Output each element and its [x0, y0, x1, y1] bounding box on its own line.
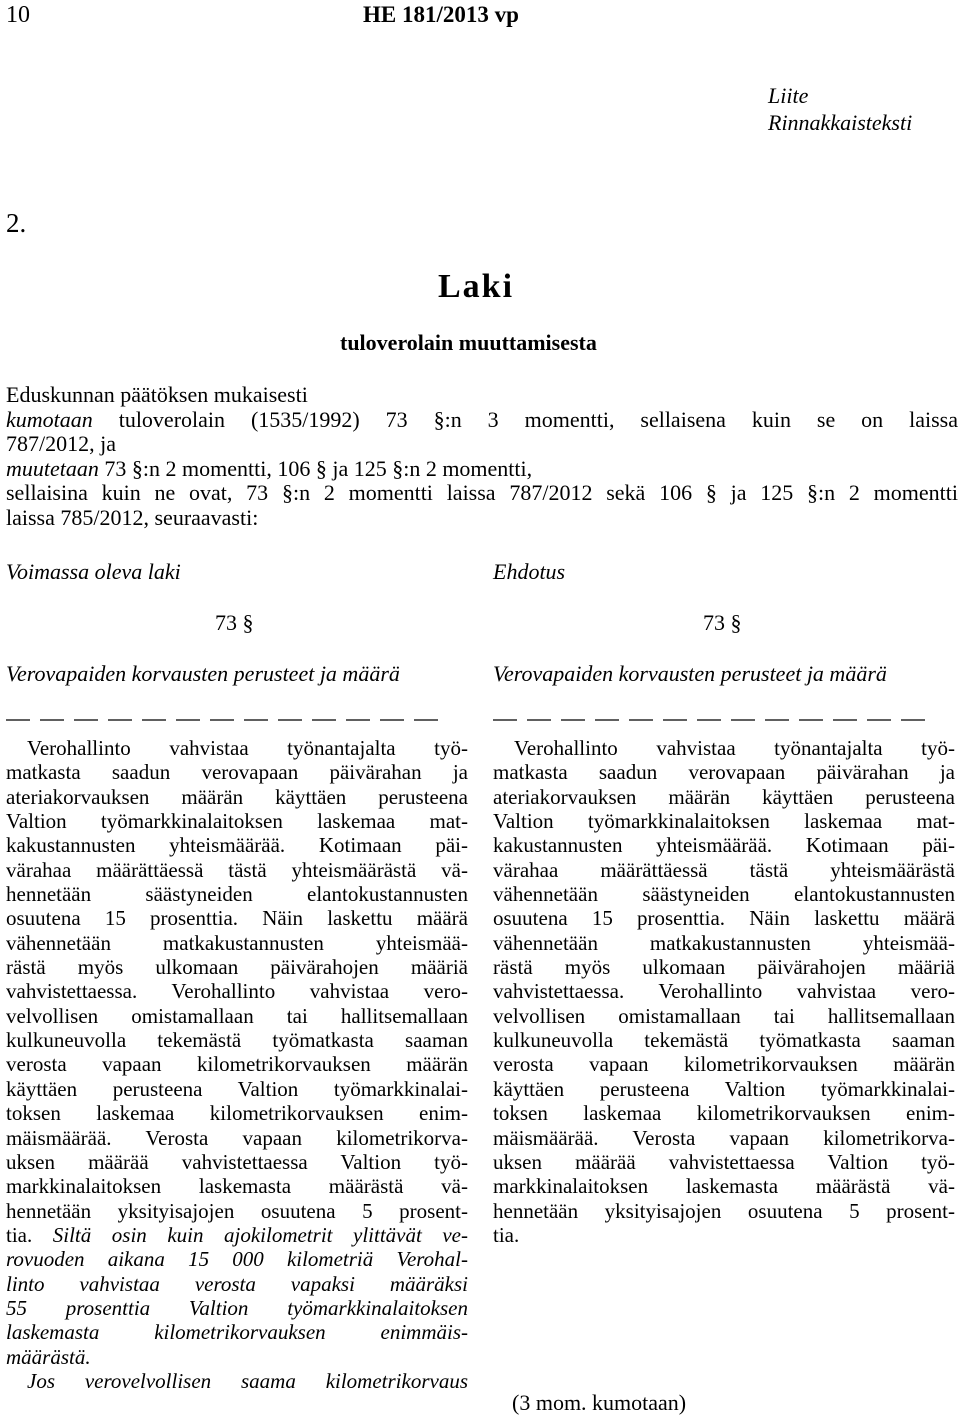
text-line: käyttäen perusteena Valtion työmarkkinalai-	[493, 1076, 955, 1101]
current-law-heading: Voimassa oleva laki	[6, 559, 181, 584]
text-line: laskemasta kilometrikorvauksen enimmäis-	[6, 1320, 468, 1345]
repeal-keyword: kumotaan	[6, 406, 93, 432]
text-line: rästä myös ulkomaan päivärahojen määriä	[6, 955, 468, 980]
text-line: velvollisen omistamallaan tai hallitsemallaan	[6, 1003, 468, 1028]
text-line: toksen laskemaa kilometrikorvauksen enim-	[493, 1101, 955, 1126]
proposal-text	[493, 736, 955, 1247]
preamble-line: laissa 785/2012, seuraavasti:	[6, 504, 259, 530]
preamble-text: tuloverolain (1535/1992) 73 §:n 3 momentti, sellaisena kuin se on laissa	[92, 406, 958, 432]
appendix-line-1: Liite	[768, 83, 809, 108]
law-subtitle: tuloverolain muuttamisesta	[340, 330, 597, 355]
text-line: vähennetään matkakustannusten yhteismää-	[6, 930, 468, 955]
text-line: vahvistettaessa. Verohallinto vahvistaa vero-	[493, 979, 955, 1004]
text-line: vähennetään matkakustannusten yhteismää-	[493, 930, 955, 955]
text-line: rovuoden aikana 15 000 kilometriä Verohal-	[6, 1247, 468, 1272]
text-line: toksen laskemaa kilometrikorvauksen enim-	[6, 1101, 468, 1126]
appendix-label	[768, 82, 912, 136]
repealed-subsection-note: (3 mom. kumotaan)	[512, 1390, 687, 1415]
section-title-right: Verovapaiden korvausten perusteet ja määrä	[493, 661, 887, 686]
section-number: 2.	[6, 208, 27, 238]
text-italic: Siltä osin kuin ajokilometrit ylittävät ve-	[52, 1222, 468, 1247]
text-line: rästä myös ulkomaan päivärahojen määriä	[493, 955, 955, 980]
text-line: värahaa määrättäessä tästä yhteismäärästä	[493, 857, 955, 882]
text-line: hennetään yksityisajojen osuutena 5 prosent-	[493, 1198, 955, 1223]
current-law-text	[6, 736, 468, 1393]
text-plain: tia.	[6, 1222, 53, 1247]
preamble-line: Eduskunnan päätöksen mukaisesti	[6, 382, 308, 407]
section-title-left: Verovapaiden korvausten perusteet ja määrä	[6, 661, 400, 686]
preamble	[6, 383, 958, 530]
text-line: matkasta saadun verovapaan päivärahan ja	[6, 760, 468, 785]
text-line: vahvistettaessa. Verohallinto vahvistaa vero-	[6, 979, 468, 1004]
text-line: verosta vapaan kilometrikorvauksen määrän	[493, 1052, 955, 1077]
text-line: Verohallinto vahvistaa työnantajalta työ-	[27, 736, 468, 760]
text-line: hennetään yksityisajojen osuutena 5 prosent-	[6, 1198, 468, 1223]
text-line: osuutena 15 prosenttia. Näin laskettu määrä	[6, 906, 468, 931]
text-line: Jos verovelvollisen saama kilometrikorvaus	[27, 1368, 468, 1393]
text-line: markkinalaitoksen laskemasta määrästä vä-	[6, 1174, 468, 1199]
text-line: mäismäärää. Verosta vapaan kilometrikorva-	[6, 1125, 468, 1150]
text-line: ateriakorvauksen määrän käyttäen perusteena	[6, 784, 468, 809]
preamble-line	[6, 408, 958, 433]
proposal-heading: Ehdotus	[493, 559, 566, 584]
text-line: kakustannusten yhteismäärää. Kotimaan päi-	[493, 833, 955, 858]
text-line: uksen määrää vahvistettaessa Valtion työ-	[6, 1149, 468, 1174]
text-line: vähennetään säästyneiden elantokustannusten	[493, 882, 955, 907]
text-line: osuutena 15 prosenttia. Näin laskettu määrä	[493, 906, 955, 931]
page-number: 10	[6, 2, 30, 28]
law-title: Laki	[438, 268, 515, 305]
text-line: linto vahvistaa verosta vapaksi määräksi	[6, 1271, 468, 1296]
document-id: HE 181/2013 vp	[363, 2, 519, 27]
text-line	[6, 1223, 468, 1247]
appendix-line-2: Rinnakkaisteksti	[768, 110, 913, 135]
text-line: tia.	[493, 1222, 520, 1247]
text-line: verosta vapaan kilometrikorvauksen määrän	[6, 1052, 468, 1077]
text-line: värahaa määrättäessä tästä yhteismäärästä vä-	[6, 857, 468, 882]
text-line: ateriakorvauksen määrän käyttäen perusteena	[493, 784, 955, 809]
text-line: 55 prosenttia Valtion työmarkkinalaitoksen	[6, 1295, 468, 1320]
text-line: kakustannusten yhteismäärää. Kotimaan päi-	[6, 833, 468, 858]
amend-keyword: muutetaan	[6, 455, 99, 481]
text-line: hennetään säästyneiden elantokustannusten	[6, 882, 468, 907]
preamble-line: sellaisina kuin ne ovat, 73 §:n 2 momentti laissa 787/2012 sekä 106 § ja 125 §:n 2 momentti	[6, 480, 958, 505]
omission-dashes-right	[493, 718, 927, 722]
text-line: määrästä.	[6, 1344, 91, 1369]
omission-dashes-left	[6, 718, 440, 722]
text-line: markkinalaitoksen laskemasta määrästä vä-	[493, 1174, 955, 1199]
text-line: käyttäen perusteena Valtion työmarkkinalai-	[6, 1076, 468, 1101]
text-line: mäismäärää. Verosta vapaan kilometrikorva-	[493, 1125, 955, 1150]
text-line: Valtion työmarkkinalaitoksen laskemaa mat-	[6, 809, 468, 834]
text-line: matkasta saadun verovapaan päivärahan ja	[493, 760, 955, 785]
text-line: uksen määrää vahvistettaessa Valtion työ-	[493, 1149, 955, 1174]
text-line: Valtion työmarkkinalaitoksen laskemaa mat-	[493, 809, 955, 834]
text-line: kulkuneuvolla tekemästä työmatkasta saaman	[6, 1028, 468, 1053]
preamble-text: 73 §:n 2 momentti, 106 § ja 125 §:n 2 momentti,	[98, 455, 533, 481]
text-line: velvollisen omistamallaan tai hallitsemallaan	[493, 1003, 955, 1028]
preamble-line: 787/2012, ja	[6, 431, 116, 456]
preamble-line	[6, 457, 958, 482]
text-line: Verohallinto vahvistaa työnantajalta työ-	[514, 736, 955, 760]
section-label-right: 73 §	[703, 610, 742, 635]
text-line: kulkuneuvolla tekemästä työmatkasta saaman	[493, 1028, 955, 1053]
section-label-left: 73 §	[215, 610, 254, 635]
